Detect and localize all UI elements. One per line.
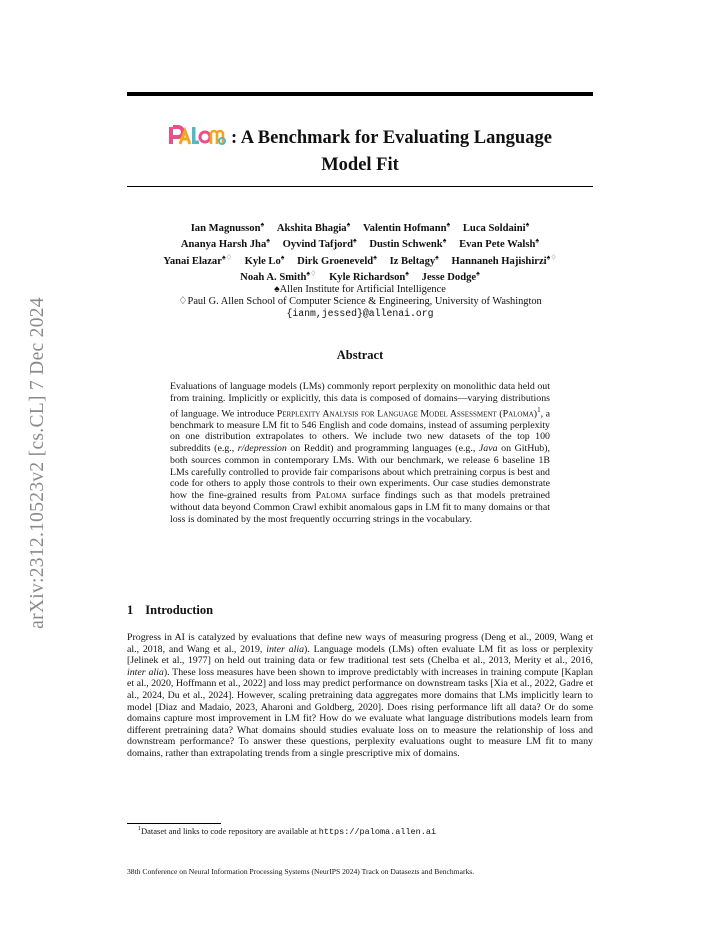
section-heading-introduction [127,603,213,618]
abstract-body: Evaluations of language models (LMs) commonly report perplexity on monolithic data held out from training. Implicitly or explicitly, this data is composed of domains—varying distributions of language. We introduce Perplexity Analysis for Language Model Assessment (Paloma)$^1$, a benchmark to measure LM fit to 546 English and code domains, instead of assuming perplexity on one distribution extrapolates to others. We include two new datasets of the top 100 subreddits (e.g., r/depression on Reddit) and programming languages (e.g., Java on GitHub), both sources common in contemporary LMs. With our benchmark, we release 6 baseline 1B LMs carefully controlled to provide fair comparisons about which pretraining corpus is best and code for others to apply those controls to their own experiments. Our case studies demonstrate how the fine-grained results from Paloma surface findings such as that models pretrained without data beyond Common Crawl exhibit anomalous gaps in LM fit to many domains or that loss is dominated by the most frequently occurring strings in the vocabulary. [170,381,551,525]
author: Dirk Groeneveld♠ [297,253,377,267]
author: Ananya Harsh Jha♠ [180,236,270,251]
author: Akshita Bhagia♠ [276,220,351,234]
author-block [118,218,602,320]
author: Iz Beltagy♠ [389,253,439,267]
arxiv-stamp-text: arXiv:2312.10523v2 [cs.CL] 7 Dec 2024 [27,296,48,629]
author: Ian Magnusson♠ [190,220,265,234]
benchmark-name: Perplexity Analysis for Language Model Assessment [276,407,497,419]
author: Valentin Hofmann♠ [362,220,451,234]
footnote-url-link[interactable]: https://paloma.allen.ai [318,827,437,837]
section-title: Introduction [145,603,214,617]
conference-note: 38th Conference on Neural Information Processing Systems (NeurIPS 2024) Track on Datasezts and Benchmarks. [127,867,475,876]
footnote-marker[interactable]: 1 [537,405,541,414]
author-row [118,218,602,235]
author-row [118,268,602,285]
author: Kyle Lo♠ [244,253,285,267]
paper-title [127,124,593,177]
abstract-heading: Abstract [336,348,384,362]
author: Luca Soldaini♠ [462,220,530,234]
paloma-logo-icon [168,124,226,153]
section-number: 1 [127,603,134,617]
introduction-paragraph: Progress in AI is catalyzed by evaluations that define new ways of measuring progress (Deng et al., 2009, Wang et al., 2018, and Wang et al., 2019, inter alia). Language models (LMs) often evaluate LM fit as loss or perplexity [Jelinek et al., 1977] on held out training data or few traditional test sets (Chelba et al., 2013, Merity et al., 2016, inter alia). These loss measures have been shown to improve predictably with increases in training compute [Kaplan et al., 2020, Hoffmann et al., 2022] and loss may predict performance on downstream tasks [Xia et al., 2022, Gadre et al., 2024, Du et al., 2024]. However, scaling pretraining data aggregates more domains that LMs implicitly learn to model [Diaz and Madaio, 2023, Aharoni and Goldberg, 2020]. Does rising performance lift all data? Or do some domains capture most improvement in LM fit? How do we evaluate what language distributions models learn from different pretraining data? What domains should studies evaluate loss on to measure the relationship of loss and downstream performance? To answer these questions, perplexity evaluations ought to measure LM fit to many domains, rather than extrapolating trends from a single prescriptive mix of domains. [127,632,594,759]
affiliation-ai2: ♠Allen Institute for Artificial Intelligence [274,284,446,296]
author-row [118,251,602,268]
affiliation-uw: ♢Paul G. Allen School of Computer Science & Engineering, University of Washington [178,296,542,308]
author-row [118,235,602,252]
author: Yanai Elazar♠♢ [163,253,232,267]
arxiv-identifier-stamp [18,265,58,660]
author: Jesse Dodge♠ [421,269,480,284]
author: Noah A. Smith♠♢ [240,269,317,284]
title-top-rule [127,92,593,96]
author: Evan Pete Walsh♠ [459,236,540,251]
footnote-rule [127,823,221,824]
title-line-1: : A Benchmark for Evaluating Language [231,128,552,148]
author: Oyvind Tafjord♠ [282,236,357,251]
author: Dustin Schwenk♠ [369,236,447,251]
contact-email[interactable]: {ianm,jessed}@allenai.org [286,308,434,320]
footnote: $^1$Dataset and links to code repository are available at https://paloma.allen.ai [138,826,437,837]
author: Kyle Richardson♠ [329,269,410,284]
author: Hannaneh Hajishirzi♠♢ [451,253,557,267]
title-bottom-rule [127,186,593,187]
title-line-2: Model Fit [321,155,399,175]
